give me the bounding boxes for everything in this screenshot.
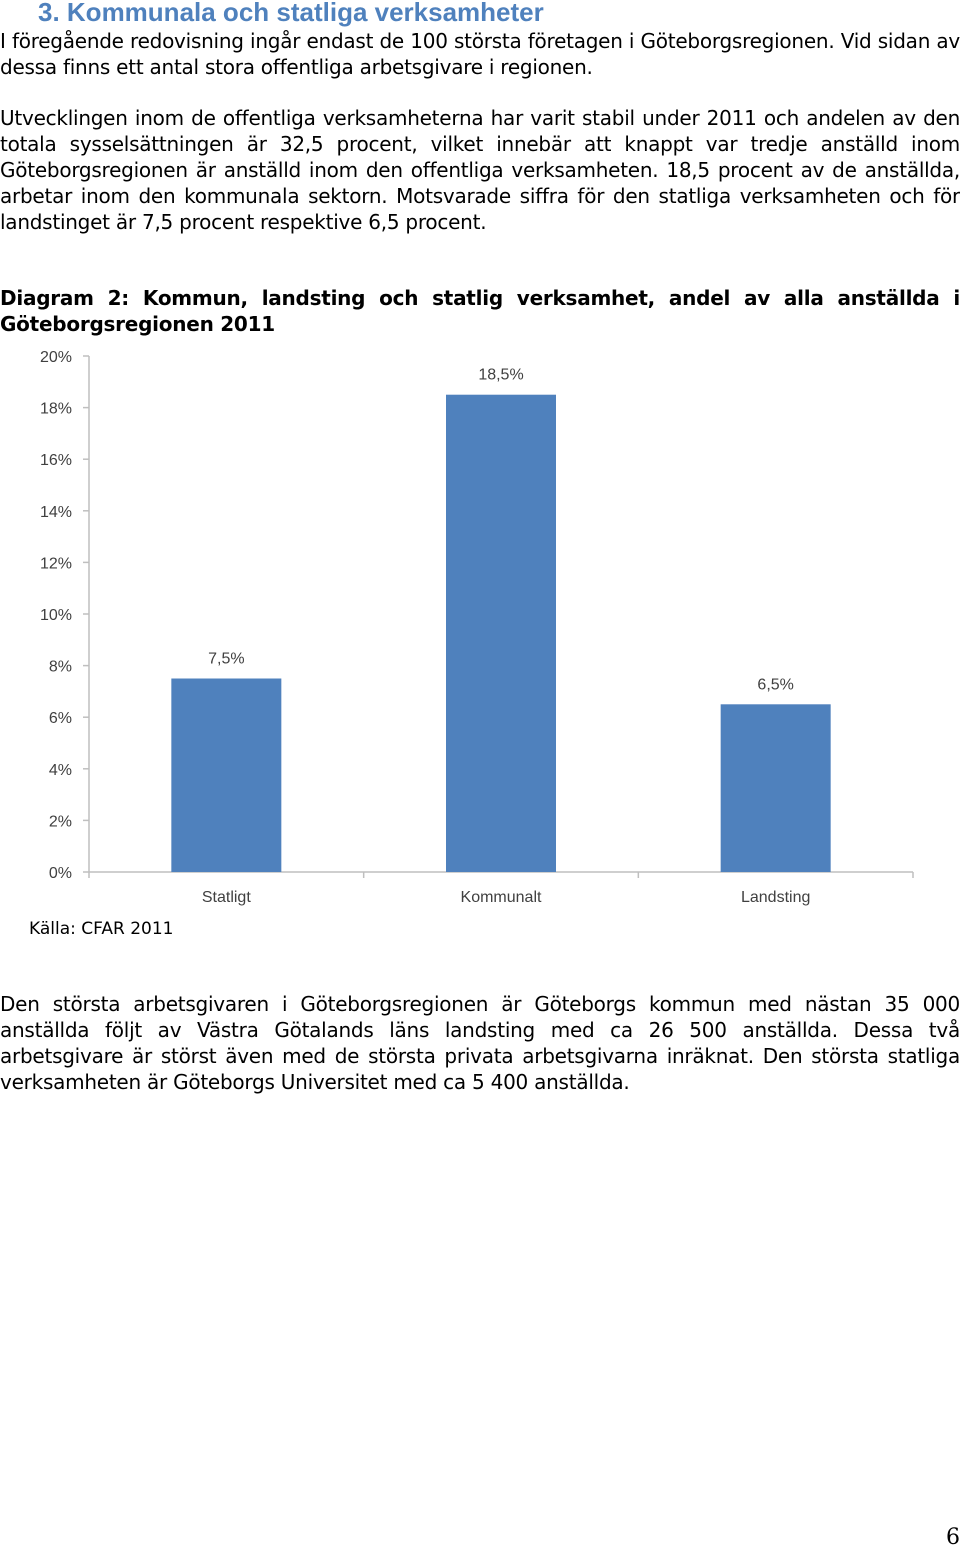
y-tick-label: 2% bbox=[48, 813, 72, 831]
y-tick-label: 12% bbox=[39, 555, 72, 573]
intro-paragraph: I föregående redovisning ingår endast de 100 största företagen i Göteborgsregionen. Vid sidan av dessa finns ett antal stora offentliga arbetsgivare i regionen. bbox=[0, 29, 960, 79]
bar-chart bbox=[0, 340, 960, 920]
data-label: 6,5% bbox=[757, 676, 794, 694]
y-tick-label: 8% bbox=[48, 658, 72, 676]
x-tick-label: Landsting bbox=[740, 889, 811, 906]
page-number: 6 bbox=[946, 1525, 960, 1550]
y-tick-label: 20% bbox=[39, 349, 72, 366]
data-label: 7,5% bbox=[208, 650, 245, 668]
y-tick-label: 6% bbox=[48, 710, 72, 728]
chart-bars bbox=[171, 395, 830, 872]
bar-statligt bbox=[171, 679, 281, 873]
chart-labels bbox=[40, 349, 810, 906]
x-tick-label: Statligt bbox=[201, 889, 251, 906]
y-tick-label: 4% bbox=[48, 761, 72, 779]
y-tick-label: 16% bbox=[39, 452, 72, 470]
bar-kommunalt bbox=[446, 395, 556, 872]
y-tick-label: 14% bbox=[39, 503, 72, 521]
bar-landsting bbox=[721, 704, 831, 872]
body-paragraph-1: Utvecklingen inom de offentliga verksamheterna har varit stabil under 2011 och andelen av den totala sysselsättningen är 32,5 procent, vilket innebär att knappt var tredje anställd inom Göteborgsregionen är anställd inom den offentliga verksamheten. 18,5 procent av de anställda, arbetar inom den kommunala sektorn. Motsvarade siffra för den statliga verksamheten och för landstinget är 7,5 procent respektive 6,5 procent. bbox=[0, 106, 960, 234]
diagram-caption: Diagram 2: Kommun, landsting och statlig verksamhet, andel av alla anställda i Göteborgsregionen 2011 bbox=[0, 286, 960, 336]
x-tick-label: Kommunalt bbox=[460, 889, 542, 906]
y-tick-label: 10% bbox=[39, 607, 72, 624]
body-paragraph-2: Den största arbetsgivaren i Göteborgsregionen är Göteborgs kommun med nästan 35 000 anställda följt av Västra Götalands läns landsting med ca 26 500 anställda. Dessa två arbetsgivare är störst även med de största privata arbetsgivarna inräknat. Den största statliga verksamheten är Göteborgs Universitet med ca 5 400 anställda. bbox=[0, 992, 960, 1094]
data-label: 18,5% bbox=[478, 366, 524, 384]
section-heading: 3. Kommunala och statliga verksamheter bbox=[38, 0, 544, 27]
y-tick-label: 18% bbox=[39, 400, 72, 418]
y-tick-label: 0% bbox=[48, 865, 72, 882]
chart-source: Källa: CFAR 2011 bbox=[29, 919, 174, 939]
